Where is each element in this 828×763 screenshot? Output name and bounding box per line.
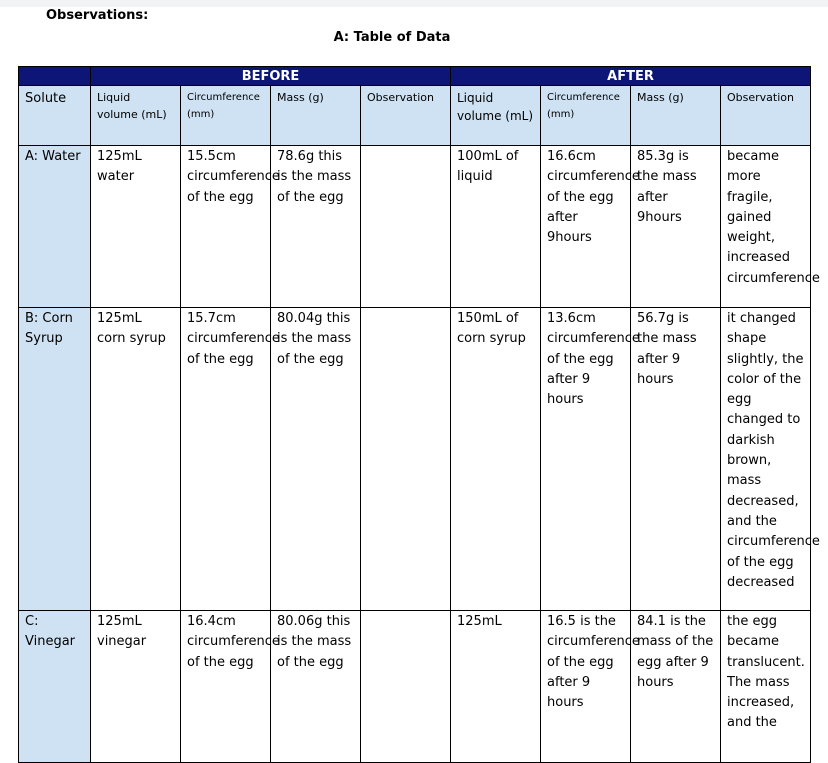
before-liquid-cell: 125mL corn syrup [91, 308, 181, 611]
after-liquid-cell: 125mL [451, 611, 541, 763]
before-mass-cell: 80.04g this is the mass of the egg [271, 308, 361, 611]
observations-heading: Observations: [46, 8, 149, 23]
after-mass-header: Mass (g) [631, 86, 721, 146]
column-header-row [19, 86, 811, 146]
table-row [19, 146, 811, 308]
after-liquid-header: Liquid volume (mL) [451, 86, 541, 146]
page-top-strip [0, 0, 828, 7]
before-circumference-cell: 16.4cm circumference of the egg [181, 611, 271, 763]
solute-header: Solute [19, 86, 91, 146]
table-title: A: Table of Data [333, 30, 451, 45]
after-mass-cell: 85.3g is the mass after 9hours [631, 146, 721, 308]
solute-cell: B: Corn Syrup [19, 308, 91, 611]
data-table-container [18, 66, 820, 752]
before-group-header: BEFORE [91, 67, 451, 86]
after-circumference-header: Circumference (mm) [541, 86, 631, 146]
solute-cell: A: Water [19, 146, 91, 308]
after-mass-cell: 84.1 is the mass of the egg after 9 hours [631, 611, 721, 763]
after-group-header: AFTER [451, 67, 811, 86]
before-circumference-header: Circumference (mm) [181, 86, 271, 146]
before-circumference-cell: 15.5cm circumference of the egg [181, 146, 271, 308]
before-liquid-header: Liquid volume (mL) [91, 86, 181, 146]
before-mass-cell: 80.06g this is the mass of the egg [271, 611, 361, 763]
before-liquid-cell: 125mL vinegar [91, 611, 181, 763]
group-header-blank [19, 67, 91, 86]
before-observation-cell [361, 611, 451, 763]
after-observation-cell: it changed shape slightly, the color of the egg changed to darkish brown, mass decreased, and the circumference of the egg decreased [721, 308, 811, 611]
before-liquid-cell: 125mL water [91, 146, 181, 308]
solute-cell: C: Vinegar [19, 611, 91, 763]
before-mass-cell: 78.6g this is the mass of the egg [271, 146, 361, 308]
after-circumference-cell: 16.5 is the circumference of the egg after 9 hours [541, 611, 631, 763]
before-circumference-cell: 15.7cm circumference of the egg [181, 308, 271, 611]
after-liquid-cell: 150mL of corn syrup [451, 308, 541, 611]
before-mass-header: Mass (g) [271, 86, 361, 146]
before-observation-header: Observation [361, 86, 451, 146]
after-mass-cell: 56.7g is the mass after 9 hours [631, 308, 721, 611]
group-header-row [19, 67, 811, 86]
after-circumference-cell: 13.6cm circumference of the egg after 9 hours [541, 308, 631, 611]
after-observation-header: Observation [721, 86, 811, 146]
table-row [19, 611, 811, 763]
after-liquid-cell: 100mL of liquid [451, 146, 541, 308]
table-row [19, 308, 811, 611]
after-observation-cell: the egg became translucent. The mass increased, and the [721, 611, 811, 763]
before-observation-cell [361, 146, 451, 308]
before-observation-cell [361, 308, 451, 611]
after-circumference-cell: 16.6cm circumference of the egg after 9hours [541, 146, 631, 308]
after-observation-cell: became more fragile, gained weight, increased circumference [721, 146, 811, 308]
data-table [18, 66, 820, 763]
